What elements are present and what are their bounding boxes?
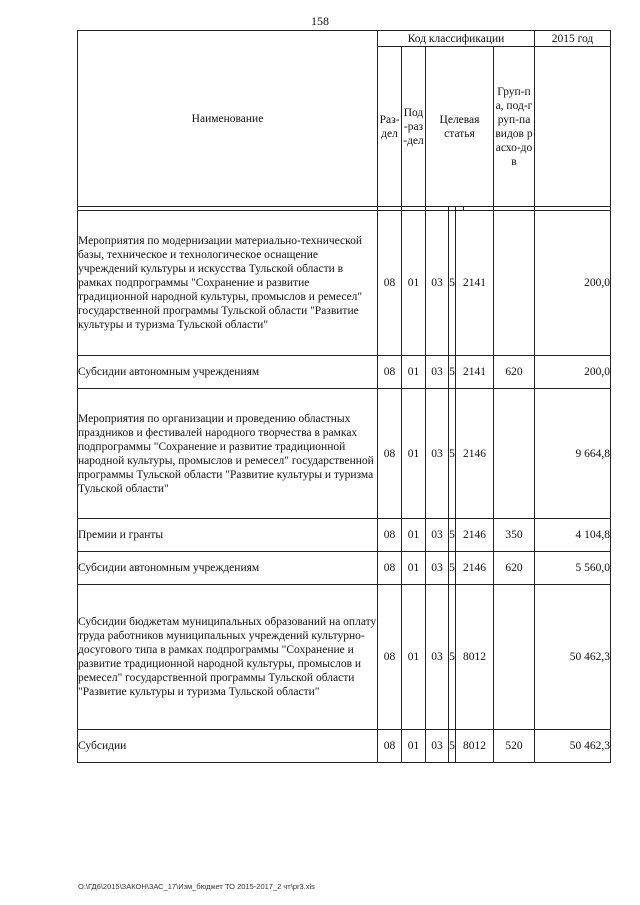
- row-expense-group: 620: [494, 552, 535, 585]
- header-year: 2015 год: [535, 31, 611, 47]
- row-razdel: 08: [378, 356, 402, 389]
- budget-table: [77, 30, 611, 763]
- table-body: [78, 211, 611, 763]
- page-number: 158: [311, 14, 329, 28]
- row-target-program: 03: [426, 552, 449, 585]
- header-target-article: Целевая статья: [426, 47, 494, 207]
- row-target-direction: 2141: [456, 356, 494, 389]
- row-name: Субсидии бюджетам муниципальных образований на оплату труда работников муниципальных учреждений культурно-досугового типа в рамках подпрограммы "Сохранение и развитие традиционной народной культуры, промыслов и ремесел" государственной программы Тульской области "Развитие культуры и туризма Тульской области": [78, 585, 378, 730]
- row-target-subprogram: 5: [449, 389, 456, 519]
- row-target-direction: 2146: [456, 552, 494, 585]
- row-name: Субсидии автономным учреждениям: [78, 552, 378, 585]
- file-path-footer: O:\ГД6\2015\ЗАКОН\ЗАС_17\Изм_бюджет ТО 2015-2017_2 чт\pr3.xls: [78, 882, 315, 891]
- row-target-subprogram: 5: [449, 356, 456, 389]
- row-razdel: 08: [378, 389, 402, 519]
- row-expense-group: 350: [494, 519, 535, 552]
- table-row: [78, 552, 611, 585]
- header-podrazdel: Под-раз-дел: [402, 47, 426, 207]
- row-name: Мероприятия по организации и проведению областных праздников и фестивалей народного творчества в рамках подпрограммы "Сохранение и развитие традиционной народной культуры, промыслов и ремесел" государственной программы Тульской области "Развитие культуры и туризма Тульской области": [78, 389, 378, 519]
- row-razdel: 08: [378, 730, 402, 763]
- row-name: Субсидии: [78, 730, 378, 763]
- row-target-direction: 8012: [456, 585, 494, 730]
- row-podrazdel: 01: [402, 585, 426, 730]
- row-target-program: 03: [426, 519, 449, 552]
- row-target-subprogram: 5: [449, 519, 456, 552]
- row-amount: 200,0: [535, 356, 611, 389]
- header-year-blank: [535, 47, 611, 207]
- table-row: [78, 585, 611, 730]
- row-amount: 50 462,3: [535, 585, 611, 730]
- table-row: [78, 389, 611, 519]
- row-expense-group: [494, 585, 535, 730]
- row-expense-group: 620: [494, 356, 535, 389]
- row-amount: 4 104,8: [535, 519, 611, 552]
- row-podrazdel: 01: [402, 211, 426, 356]
- row-podrazdel: 01: [402, 552, 426, 585]
- table-row: [78, 519, 611, 552]
- row-expense-group: [494, 389, 535, 519]
- row-amount: 5 560,0: [535, 552, 611, 585]
- row-target-program: 03: [426, 730, 449, 763]
- row-name: Субсидии автономным учреждениям: [78, 356, 378, 389]
- row-target-direction: 2146: [456, 519, 494, 552]
- row-razdel: 08: [378, 519, 402, 552]
- row-target-program: 03: [426, 389, 449, 519]
- row-expense-group: [494, 211, 535, 356]
- row-target-subprogram: 5: [449, 211, 456, 356]
- header-expense-group: Груп-па, под-груп-па видов расхо-дов: [494, 47, 535, 207]
- row-podrazdel: 01: [402, 356, 426, 389]
- row-podrazdel: 01: [402, 730, 426, 763]
- row-target-direction: 8012: [456, 730, 494, 763]
- row-target-subprogram: 5: [449, 585, 456, 730]
- table-row: [78, 730, 611, 763]
- header-name: Наименование: [78, 31, 378, 207]
- row-podrazdel: 01: [402, 389, 426, 519]
- row-target-direction: 2141: [456, 211, 494, 356]
- row-target-subprogram: 5: [449, 730, 456, 763]
- header-razdel: Раз-дел: [378, 47, 402, 207]
- row-expense-group: 520: [494, 730, 535, 763]
- row-target-program: 03: [426, 211, 449, 356]
- row-target-direction: 2146: [456, 389, 494, 519]
- row-target-program: 03: [426, 356, 449, 389]
- row-name: Мероприятия по модернизации материально-технической базы, техническое и технологическое оснащение учреждений культуры и искусства Тульской области в рамках подпрограммы "Сохранение и развитие традиционной народной культуры, промыслов и ремесел" государственной программы Тульской области "Развитие культуры и туризма Тульской области": [78, 211, 378, 356]
- row-amount: 50 462,3: [535, 730, 611, 763]
- row-podrazdel: 01: [402, 519, 426, 552]
- table-row: [78, 356, 611, 389]
- header-code-group: Код классификации: [378, 31, 535, 47]
- row-razdel: 08: [378, 552, 402, 585]
- row-razdel: 08: [378, 211, 402, 356]
- row-razdel: 08: [378, 585, 402, 730]
- table-header: [78, 31, 611, 211]
- row-name: Премии и гранты: [78, 519, 378, 552]
- table-row: [78, 211, 611, 356]
- row-amount: 200,0: [535, 211, 611, 356]
- row-amount: 9 664,8: [535, 389, 611, 519]
- row-target-program: 03: [426, 585, 449, 730]
- row-target-subprogram: 5: [449, 552, 456, 585]
